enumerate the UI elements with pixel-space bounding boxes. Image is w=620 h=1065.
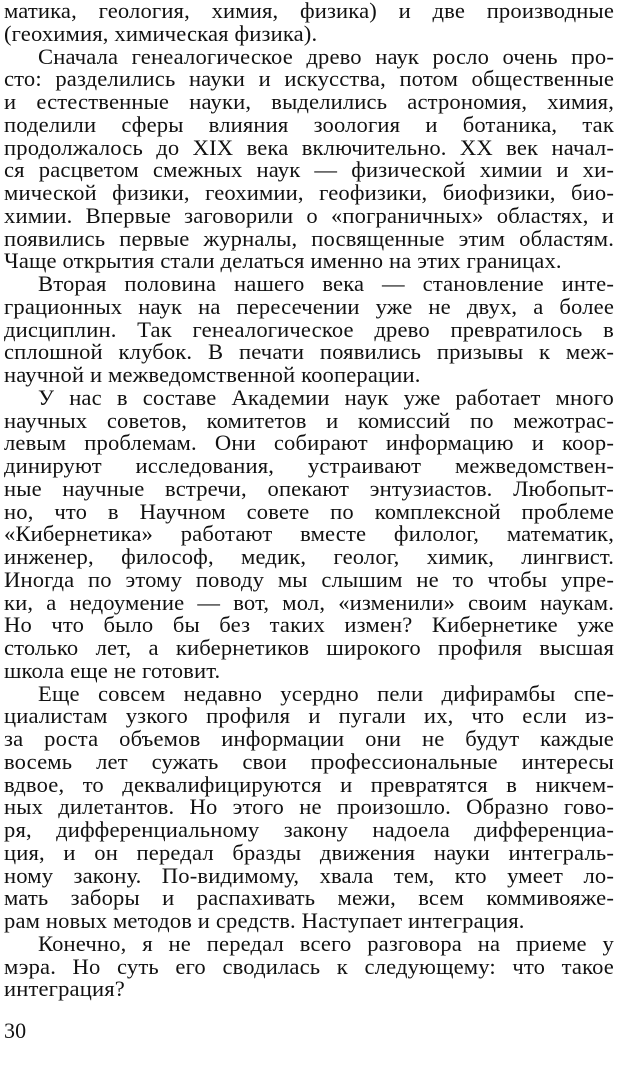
text-line: ся расцветом смежных наук — физической химии и хи-: [4, 157, 614, 183]
text-line: ные научные встречи, опекают энтузиастов. Любопыт-: [4, 475, 614, 501]
text-line: за роста объемов информации они не будут каждые: [4, 726, 614, 751]
text-line: Еще совсем недавно усердно пели дифирамбы спе-: [38, 680, 614, 706]
text-line: научных советов, комитетов и комиссий по межотрас-: [4, 407, 614, 433]
text-line: рам новых методов и средств. Наступает интеграция.: [4, 908, 525, 933]
text-line: динируют исследования, устраивают межведомствен-: [4, 453, 614, 478]
paragraph: [4, 273, 614, 387]
text-line: научной и межведомственной кооперации.: [4, 362, 421, 387]
paragraph: [4, 43, 614, 274]
text-line: сто: разделились науки и искусства, потом общественные: [4, 66, 614, 92]
text-line: (геохимия, химическая физика).: [4, 20, 318, 46]
text-line: Но что было бы без таких измен? Кибернетике уже: [4, 612, 614, 638]
text-line: циалистам узкого профиля и пугали их, что если из-: [4, 703, 614, 729]
text-line: ция, и он передал бразды движения науки интеграль-: [4, 839, 614, 865]
text-line: Чаще открытия стали делаться именно на этих границах.: [4, 248, 562, 274]
text-line: столько лет, а кибернетиков широкого профиля высшая: [4, 635, 614, 660]
text-line: продолжалось до XIX века включительно. XX век начал-: [4, 134, 614, 160]
text-line: Конечно, я не передал всего разговора на приеме у: [38, 930, 614, 956]
text-line: и естественные науки, выделились астрономия, химия,: [4, 89, 614, 114]
text-line: ря, дифференциальному закону надоела дифференциа-: [4, 817, 614, 842]
text-line: вдвое, то деквалифицируются и превратятся в никчем-: [4, 771, 614, 797]
page-body-text: [4, 0, 614, 1001]
text-line: ному закону. По-видимому, хвала тем, кто умеет ло-: [4, 862, 614, 888]
paragraph: [4, 384, 614, 683]
text-line: ки, а недоумение — вот, мол, «изменили» своим наукам.: [4, 589, 614, 615]
text-line: школа еще не готовит.: [4, 657, 221, 683]
text-line: мэра. Но суть его сводилась к следующему: что такое: [4, 953, 614, 979]
paragraph: [4, 680, 614, 933]
text-line: ных дилетантов. Но этого не произошло. Образно гово-: [4, 794, 614, 820]
text-line: восемь лет сужать свои профессиональные интересы: [4, 748, 614, 774]
text-line: сплошной клубок. В печати появились призывы к меж-: [4, 339, 614, 365]
text-line: Иногда по этому поводу мы слышим не то чтобы упре-: [4, 566, 614, 592]
page-number: 30: [4, 1018, 27, 1043]
text-line: У нас в составе Академии наук уже работает много: [38, 384, 614, 410]
paragraph: [4, 930, 614, 1002]
text-line: химии. Впервые заговорили о «пограничных» областях, и: [4, 202, 614, 228]
text-line: интеграция?: [4, 976, 125, 1002]
text-line: инженер, философ, медик, геолог, химик, лингвист.: [4, 544, 614, 569]
text-line: Сначала генеалогическое древо наук росло очень про-: [38, 43, 614, 69]
text-line: но, что в Научном совете по комплексной проблеме: [4, 498, 614, 524]
text-line: мической физики, геохимии, геофизики, биофизики, био-: [4, 180, 614, 205]
text-line: «Кибернетика» работают вместе филолог, математик,: [4, 521, 614, 547]
text-line: Вторая половина нашего века — становление инте-: [38, 271, 614, 296]
text-line: матика, геология, химия, физика) и две производные: [4, 0, 614, 23]
text-line: мать заборы и распахивать межи, всем коммивояже-: [4, 885, 614, 911]
text-line: появились первые журналы, посвященные этим областям.: [4, 225, 614, 251]
text-line: грационных наук на пересечении уже не двух, а более: [4, 293, 614, 319]
text-line: дисциплин. Так генеалогическое древо превратилось в: [4, 316, 614, 342]
paragraph: [4, 0, 614, 46]
text-line: поделили сферы влияния зоология и ботаника, так: [4, 111, 614, 137]
text-line: левым проблемам. Они собирают информацию и коор-: [4, 430, 614, 456]
